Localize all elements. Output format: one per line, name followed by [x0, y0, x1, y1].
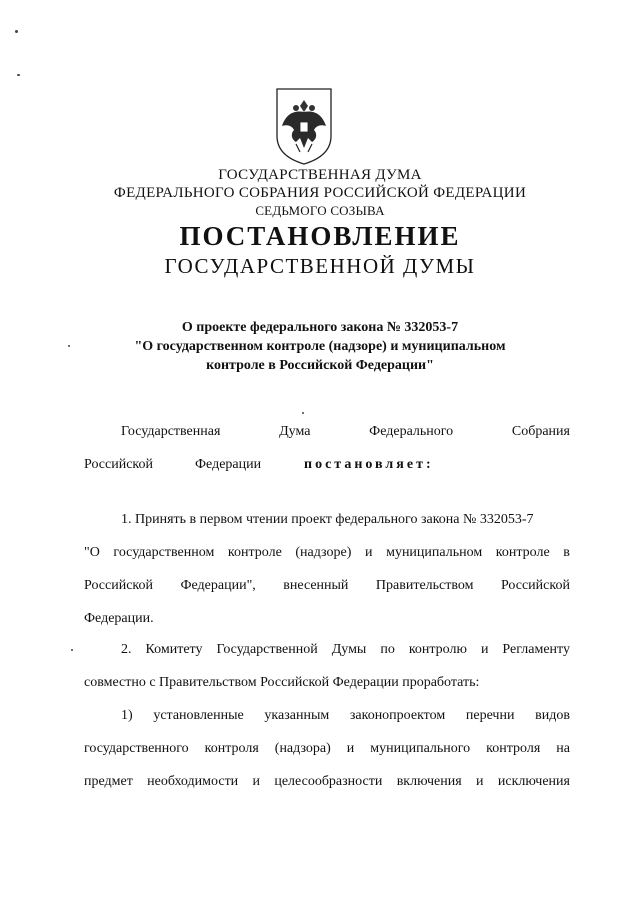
- document-title: ПОСТАНОВЛЕНИЕ: [179, 221, 461, 251]
- word: перечни: [465, 708, 515, 723]
- word: внесенный: [283, 578, 349, 593]
- word: целесообразности: [274, 774, 383, 789]
- word: Российской: [500, 578, 570, 593]
- subject-line-1: О проекте федерального закона № 332053-7: [181, 320, 459, 335]
- word: контроле: [495, 545, 550, 560]
- word: Государственная: [121, 424, 221, 439]
- word: государственного: [84, 741, 189, 756]
- word: и: [476, 774, 484, 789]
- word: и: [364, 545, 373, 560]
- scan-speck: [71, 649, 73, 651]
- document-subtitle: ГОСУДАРСТВЕННОЙ ДУМЫ: [164, 254, 476, 278]
- word: Российской: [84, 457, 153, 472]
- para3-line-2: [84, 741, 570, 757]
- word: и: [346, 741, 355, 756]
- word: по: [380, 642, 395, 657]
- assembly-name: ФЕДЕРАЛЬНОГО СОБРАНИЯ РОССИЙСКОЙ ФЕДЕРАЦИИ: [113, 185, 527, 201]
- para1-line-2: [84, 545, 570, 561]
- word: Федерации",: [180, 578, 256, 593]
- word: Дума: [279, 424, 311, 439]
- word: контроле: [227, 545, 282, 560]
- duma-name: ГОСУДАРСТВЕННАЯ ДУМА: [218, 167, 422, 183]
- subject-line-3: контроле в Российской Федерации": [206, 358, 434, 373]
- word: на: [556, 741, 570, 756]
- word: контроля: [486, 741, 541, 756]
- para2-line-2: совместно с Правительством Российской Федерации проработать:: [84, 675, 480, 690]
- resolution-verb: постановляет:: [304, 457, 434, 472]
- word: контролю: [408, 642, 467, 657]
- para2-line-1: [121, 642, 570, 658]
- word: 2.: [121, 642, 132, 657]
- word: Собрания: [511, 424, 570, 439]
- word: предмет: [84, 774, 133, 789]
- word: Федерации: [195, 457, 262, 472]
- word: контроля: [204, 741, 259, 756]
- word: государственном: [113, 545, 215, 560]
- word: включения: [396, 774, 462, 789]
- word: Регламенту: [502, 642, 570, 657]
- word: законопроектом: [349, 708, 446, 723]
- russian-coat-of-arms-icon: [274, 86, 334, 166]
- word: Российской: [84, 578, 153, 593]
- convocation: СЕДЬМОГО СОЗЫВА: [255, 203, 385, 218]
- word: видов: [535, 708, 570, 723]
- word: Государственной: [216, 642, 318, 657]
- word: 1): [121, 708, 133, 723]
- word: Правительством: [375, 578, 474, 593]
- scan-speck: [302, 412, 304, 414]
- para1-line-4: Федерации.: [84, 611, 154, 626]
- word: (надзора): [274, 741, 331, 756]
- preamble-line-1: [121, 424, 570, 440]
- word: и: [480, 642, 489, 657]
- word: установленные: [153, 708, 244, 723]
- scan-speck: [15, 30, 18, 33]
- word: (надзоре): [295, 545, 352, 560]
- para3-line-1: [121, 708, 570, 724]
- para1-line-1: 1. Принять в первом чтении проект федерального закона № 332053-7: [121, 512, 534, 527]
- scan-speck: [17, 74, 20, 76]
- word: исключения: [497, 774, 570, 789]
- word: Комитету: [145, 642, 203, 657]
- word: необходимости: [147, 774, 239, 789]
- word: указанным: [264, 708, 330, 723]
- word: в: [563, 545, 570, 560]
- word: и: [252, 774, 261, 789]
- word: Думы: [331, 642, 367, 657]
- word: "О: [84, 545, 100, 560]
- word: муниципальном: [386, 545, 483, 560]
- word: Федерального: [369, 424, 454, 439]
- para3-line-3: [84, 774, 570, 790]
- word: муниципального: [370, 741, 471, 756]
- subject-line-2: "О государственном контроле (надзоре) и муниципальном: [134, 339, 506, 354]
- para1-line-3: [84, 578, 570, 594]
